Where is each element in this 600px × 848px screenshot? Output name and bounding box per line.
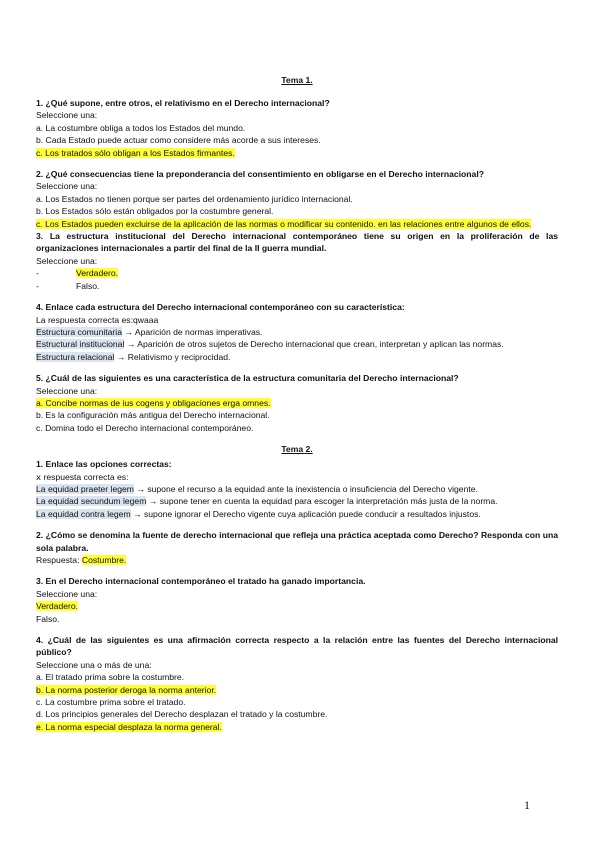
- question-text: 3. En el Derecho internacional contemporáneo el tratado ha ganado importancia.: [36, 576, 366, 587]
- option-false: Falso.: [76, 280, 100, 291]
- match-row: [36, 508, 558, 520]
- question-text: 1. Enlace las opciones correctas:: [36, 459, 172, 470]
- match-definition: Aparición de normas imperativas.: [134, 326, 263, 337]
- match-row: [36, 326, 558, 338]
- option-a: a. La costumbre obliga a todos los Estados del mundo.: [36, 122, 246, 133]
- prompt: Seleccione una:: [36, 181, 98, 192]
- option-false: Falso.: [36, 613, 60, 624]
- prompt: Seleccione una:: [36, 385, 98, 396]
- arrow-icon: →: [136, 483, 145, 494]
- arrow-icon: →: [124, 326, 133, 337]
- match-term: La equidad contra legem: [36, 508, 131, 519]
- question-text: 2. ¿Cómo se denomina la fuente de derecho internacional que refleja una práctica aceptada como Derecho? Responda con una sola palabra.: [36, 530, 558, 553]
- prompt: Seleccione una:: [36, 588, 98, 599]
- t2-question-2: [36, 529, 558, 566]
- tema-1-title: Tema 1.: [281, 75, 313, 85]
- arrow-icon: →: [116, 351, 126, 362]
- match-term: Estructura comunitaria: [36, 326, 122, 337]
- match-row: [36, 483, 558, 495]
- t1-question-1: [36, 97, 558, 159]
- dash-bullet: -: [36, 268, 39, 279]
- answer-label: Respuesta:: [36, 555, 82, 565]
- option-e-correct: e. La norma especial desplaza la norma general.: [36, 721, 222, 732]
- arrow-icon: →: [148, 496, 158, 507]
- option-c-correct: c. Los Estados pueden excluirse de la aplicación de las normas o modificar su contenido. en las relaciones entre algunos de ellos.: [36, 218, 532, 229]
- option-a: a. El tratado prima sobre la costumbre.: [36, 672, 185, 683]
- t2-question-4: [36, 634, 558, 733]
- match-row: [36, 351, 558, 363]
- match-definition: supone tener en cuenta la equidad para escoger la interpretación más justa de la norma.: [159, 496, 498, 507]
- t1-question-2: [36, 168, 558, 230]
- page-number: 1: [524, 798, 530, 812]
- match-definition: Aparición de otros sujetos de Derecho internacional que crean, interpretan y aplican las normas.: [137, 339, 504, 350]
- question-text: 1. ¿Qué supone, entre otros, el relativismo en el Derecho internacional?: [36, 98, 330, 108]
- option-b-correct: b. La norma posterior deroga la norma anterior.: [36, 684, 217, 695]
- option-true-correct: Verdadero.: [36, 601, 79, 612]
- match-row: [36, 495, 558, 507]
- match-definition: Relativismo y reciprocidad.: [127, 351, 231, 362]
- tema-2-title: Tema 2.: [281, 444, 313, 455]
- match-definition: supone el recurso a la equidad ante la inexistencia o insuficiencia del Derecho vigente.: [147, 483, 478, 494]
- document-page: [36, 74, 558, 733]
- option-b: b. Los Estados sólo están obligados por la costumbre general.: [36, 206, 274, 217]
- option-b: b. Cada Estado puede actuar como considere más acorde a sus intereses.: [36, 135, 321, 146]
- match-term: La equidad praeter legem: [36, 483, 134, 494]
- question-text: 3. La estructura institucional del Derecho internacional contemporáneo tiene su origen en la proliferación de las organizaciones internacionales a partir del final de la II guerra mundial.: [36, 231, 558, 254]
- match-term: Estructura relacional: [36, 351, 115, 362]
- dash-bullet: -: [36, 280, 39, 291]
- match-definition: supone ignorar el Derecho vigente cuya aplicación puede conducir a resultados injustos.: [143, 508, 481, 519]
- match-term: La equidad secundum legem: [36, 496, 147, 507]
- option-c-correct: c. Los tratados sólo obligan a los Estados firmantes.: [36, 147, 235, 158]
- answer-intro: ⅹ respuesta correcta es:: [36, 471, 129, 482]
- prompt: Seleccione una o más de una:: [36, 659, 152, 670]
- question-text: 4. Enlace cada estructura del Derecho internacional contemporáneo con su característica:: [36, 302, 405, 313]
- t2-question-1: [36, 458, 558, 520]
- answer-intro: La respuesta correcta es:qwaaa: [36, 314, 159, 325]
- t1-question-5: [36, 372, 558, 434]
- match-row: [36, 338, 558, 350]
- answer-value: Costumbre.: [81, 555, 127, 565]
- arrow-icon: →: [133, 508, 142, 519]
- arrow-icon: →: [126, 339, 136, 350]
- option-c: c. Domina todo el Derecho internacional contemporáneo.: [36, 422, 254, 433]
- t2-question-3: [36, 575, 558, 625]
- prompt: Seleccione una:: [36, 110, 98, 121]
- option-a-correct: a. Concibe normas de ius cogens y obligaciones erga omnes.: [36, 397, 271, 408]
- question-text: 5. ¿Cuál de las siguientes es una característica de la estructura comunitaria del Derecho internacional?: [36, 373, 459, 384]
- t1-question-4: [36, 301, 558, 363]
- match-term: Estructural institucional: [36, 339, 125, 350]
- question-text: 2. ¿Qué consecuencias tiene la preponderancia del consentimiento en obligarse en el Derecho internacional?: [36, 169, 484, 180]
- option-c: c. La costumbre prima sobre el tratado.: [36, 697, 186, 708]
- t1-question-3: [36, 230, 558, 292]
- question-text: 4. ¿Cuál de las siguientes es una afirmación correcta respecto a la relación entre las fuentes del Derecho internacional público?: [36, 635, 558, 658]
- option-true-correct: Verdadero.: [76, 268, 119, 279]
- prompt: Seleccione una:: [36, 255, 98, 266]
- option-d: d. Los principios generales del Derecho desplazan el tratado y la costumbre.: [36, 709, 328, 720]
- option-b: b. Es la configuración más antigua del Derecho internacional.: [36, 410, 270, 421]
- option-a: a. Los Estados no tienen porque ser partes del ordenamiento jurídico internacional.: [36, 193, 353, 204]
